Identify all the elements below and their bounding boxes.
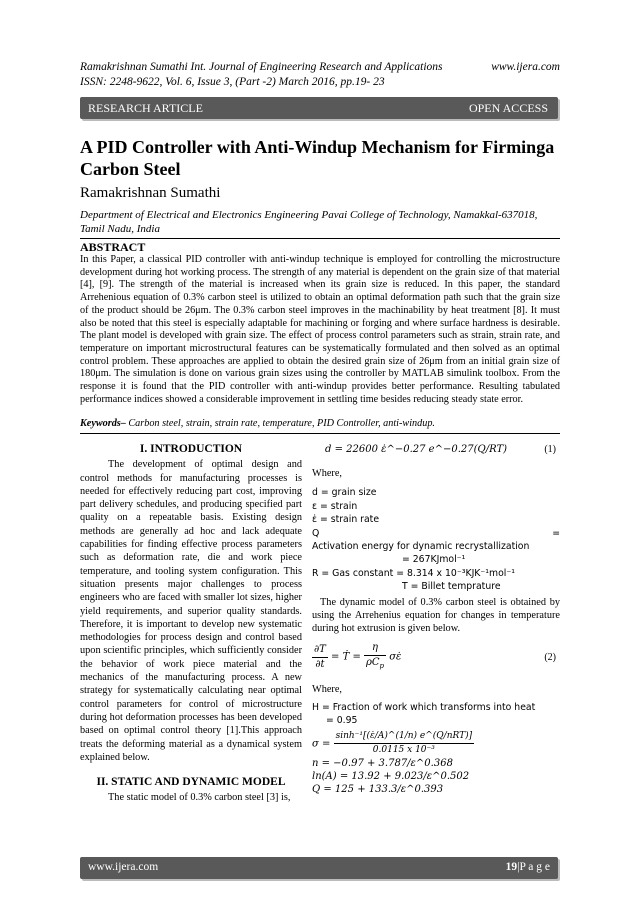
def-gas-constant: R = Gas constant = 8.314 x 10⁻³KJK⁻¹mol⁻¹: [312, 567, 515, 579]
eq2-lhs-numerator: ∂T: [312, 643, 328, 657]
research-article-label: RESEARCH ARTICLE: [88, 101, 203, 115]
right-column: [312, 443, 560, 796]
equation-1-number: (1): [544, 444, 556, 455]
article-banner: [80, 97, 558, 119]
def-Q-symbol: Q: [312, 527, 320, 539]
equation-1: [312, 443, 560, 461]
eq2-lhs-fraction: [312, 643, 328, 671]
journal-url[interactable]: www.ijera.com: [491, 61, 560, 73]
keywords-text: Carbon steel, strain, strain rate, temperature, PID Controller, anti-windup.: [128, 418, 435, 429]
eq2-rhs-denominator: ρC: [366, 656, 380, 668]
equation-2: [312, 641, 560, 677]
sigma-fraction: [334, 730, 475, 758]
def-temperature: T = Billet temprature: [402, 581, 501, 593]
abstract-top-rule: [80, 238, 560, 239]
def-strain: ε = strain: [312, 500, 358, 512]
paper-title: A PID Controller with Anti-Windup Mechanism for Firminga Carbon Steel: [80, 137, 555, 179]
def-Q-value: = 267KJmol⁻¹: [402, 554, 466, 566]
def-Q-line: [312, 527, 560, 540]
author-affiliation: Department of Electrical and Electronics Engineering Pavai College of Technology, Namakkal-637018, Tamil Nadu, India: [80, 209, 538, 235]
journal-issn: ISSN: 2248-9622, Vol. 6, Issue 3, (Part -2) March 2016, pp.19- 23: [80, 76, 385, 88]
equation-n: n = −0.97 + 3.787/ε^0.368: [312, 758, 453, 770]
eq2-rhs-subscript: p: [379, 661, 385, 670]
def-grain-size: d = grain size: [312, 487, 377, 499]
keywords-label: Keywords–: [80, 418, 126, 429]
abstract-text: In this Paper, a classical PID controller with anti-windup technique is employed for controlling the microstructure development during hot working process. The strength of any material is dependent on the grain size of that material [4], [9]. The strength of the material is increased when its grain size is reduced. In this paper, the standard Arrehenious equation of 0.3% carbon steel is utilized to obtain an optimal deformation path such that the grain size of the product should be 26μm. The 0.3% carbon steel improves in the machinability by heat treatment [8]. It must also be noted that this steel is especially adaptable for machining or forging and where surface hardness is desirable. The plant model is developed with grain size. The effect of process control parameters such as strain, strain rate, and temperature on important microstructural features can be systematically formulated and then solved as an optimal control problem. These approaches are applied to obtain the desired grain size of 26μm from an initial grain size of 180μm. The simulation is done on various grain sizes using the controller by MATLAB simulink toolbox. From the response it is found that the PID controller with anti-windup provides better performance. Resulting tabulated performance indices showed a considerable improvement in settling time besides reducing steady state error.: [80, 254, 560, 405]
page-footer: [80, 857, 558, 879]
heat-fraction-definition: [312, 701, 560, 728]
footer-url[interactable]: www.ijera.com: [88, 861, 159, 873]
left-column: [80, 443, 302, 805]
eq2-rhs-denominator-wrap: [364, 656, 386, 673]
variable-definitions: [312, 486, 560, 593]
author-name: Ramakrishnan Sumathi: [80, 185, 221, 201]
footer-page: [506, 861, 550, 873]
def-strain-rate: ε̇ = strain rate: [312, 514, 380, 526]
section-model-heading: II. STATIC AND DYNAMIC MODEL: [96, 776, 286, 789]
def-heat-fraction-value: = 0.95: [326, 715, 358, 727]
dynamic-model-text: The dynamic model of 0.3% carbon steel is obtained by using the Arrehenius equation for changes in temperature during hot extrusion is given below.: [312, 596, 560, 635]
def-Q-description: Activation energy for dynamic recrystallization: [312, 540, 530, 552]
def-heat-fraction: H = Fraction of work which transforms into heat: [312, 701, 536, 713]
abstract-heading: ABSTRACT: [80, 240, 146, 254]
equation-2-number: (2): [544, 652, 556, 664]
open-access-label: OPEN ACCESS: [468, 101, 548, 115]
eq2-tail: σε̇: [389, 651, 402, 663]
where-label-1: Where,: [312, 468, 343, 479]
sigma-equation: [312, 730, 560, 758]
eq2-lhs-denominator: ∂t: [315, 658, 325, 670]
page-number: 19: [505, 861, 518, 873]
equation-Q: Q = 125 + 133.3/ε^0.393: [312, 784, 444, 796]
sigma-lhs: σ =: [312, 737, 331, 749]
sigma-denominator: 0.0115 x 10⁻³: [372, 744, 435, 755]
page-suffix: |P a g e: [517, 861, 550, 873]
equation-lnA: ln(A) = 13.92 + 9.023/ε^0.502: [312, 771, 470, 783]
eq2-rhs-fraction: [364, 641, 386, 673]
keywords: [80, 418, 560, 429]
eq2-middle: = Ṫ =: [331, 651, 361, 663]
where-label-2: Where,: [312, 684, 343, 696]
parameter-equations: [312, 757, 560, 796]
equation-1-body: d = 22600 ε̇^−0.27 e^−0.27(Q/RT): [324, 444, 508, 455]
model-intro-text: The static model of 0.3% carbon steel [3] is,: [108, 792, 291, 804]
introduction-text: The development of optimal design and control methods for manufacturing processes is needed for effectively reducing part cost, improving part delivery schedules, and producing specified part quality on a repeatable basis. Existing design methods are generally ad hoc and lack adequate capabilities for finding effective process parameters such as deformation rate, die and work piece temperature, and tooling system configuration. This situation presents major challenges to process engineers who are faced with smaller lot sizes, higher yield requirements, and superior quality standards. Therefore, it is important to develop new systematic methodologies for process design and control based upon scientific principles, which sufficiently consider the behavior of work piece material and the mechanics of the manufacturing process. A new strategy for systematically calculating near optimal control parameters for control of microstructure during hot deformation processes has been developed based on optimal control theory [1].This approach treats the deforming material as a dynamical system explained below.: [80, 459, 302, 763]
sigma-numerator: sinh⁻¹[(ε̇/A)^(1/n) e^(Q/nRT)]: [334, 730, 475, 744]
journal-header: [80, 60, 560, 90]
def-Q-equals: =: [552, 527, 560, 539]
eq2-rhs-numerator: η: [364, 641, 386, 655]
abstract-bottom-rule: [80, 433, 560, 434]
journal-citation: Ramakrishnan Sumathi Int. Journal of Engineering Research and Applications: [80, 61, 443, 73]
section-introduction-heading: I. INTRODUCTION: [139, 443, 243, 455]
